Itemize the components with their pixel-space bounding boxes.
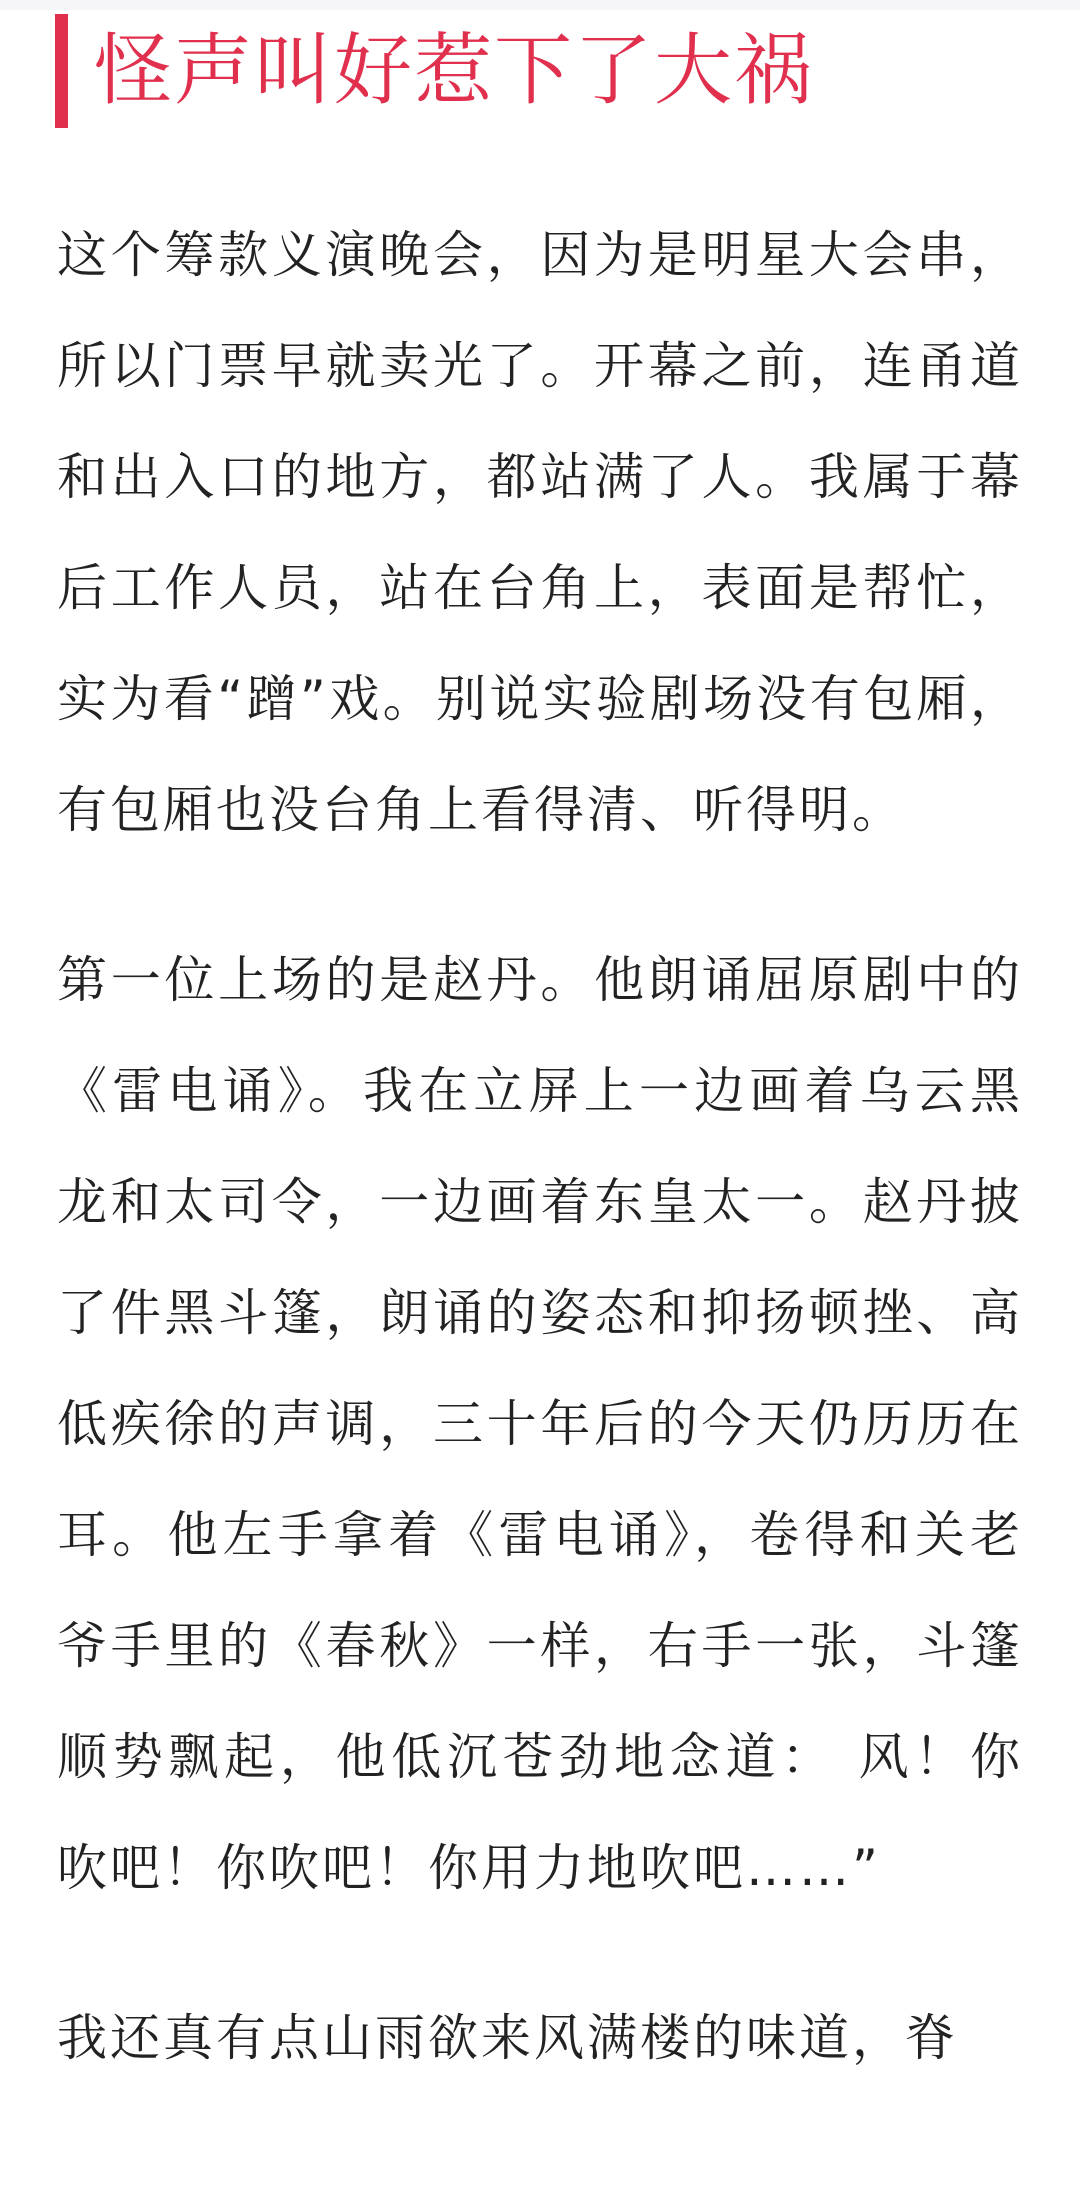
article-heading: [55, 14, 814, 128]
article-paragraph: 这个筹款义演晚会，因为是明星大会串，所以门票早就卖光了。开幕之前，连甬道和出入口的地方，都站满了人。我属于幕后工作人员，站在台角上，表面是帮忙，实为看“蹭”戏。别说实验剧场没有包厢，有包厢也没台角上看得清、听得明。: [57, 226, 1023, 839]
article-body: [57, 200, 1023, 2153]
article-title: 怪声叫好惹下了大祸: [94, 26, 815, 116]
article-paragraph: 第一位上场的是赵丹。他朗诵屈原剧中的《雷电诵》。我在立屏上一边画着乌云黑龙和太司令，一边画着东皇太一。赵丹披了件黑斗篷，朗诵的姿态和抑扬顿挫、高低疾徐的声调，三十年后的今天仍历历在耳。他左手拿着《雷电诵》，卷得和关老爷手里的《春秋》一样，右手一张，斗篷顺势飘起，他低沉苍劲地念道： 风！你吹吧！你吹吧！你用力地吹吧……”: [57, 951, 1023, 1897]
article-paragraph: 我还真有点山雨欲来风满楼的味道，脊: [57, 2009, 958, 2067]
top-strip: [0, 0, 1080, 10]
